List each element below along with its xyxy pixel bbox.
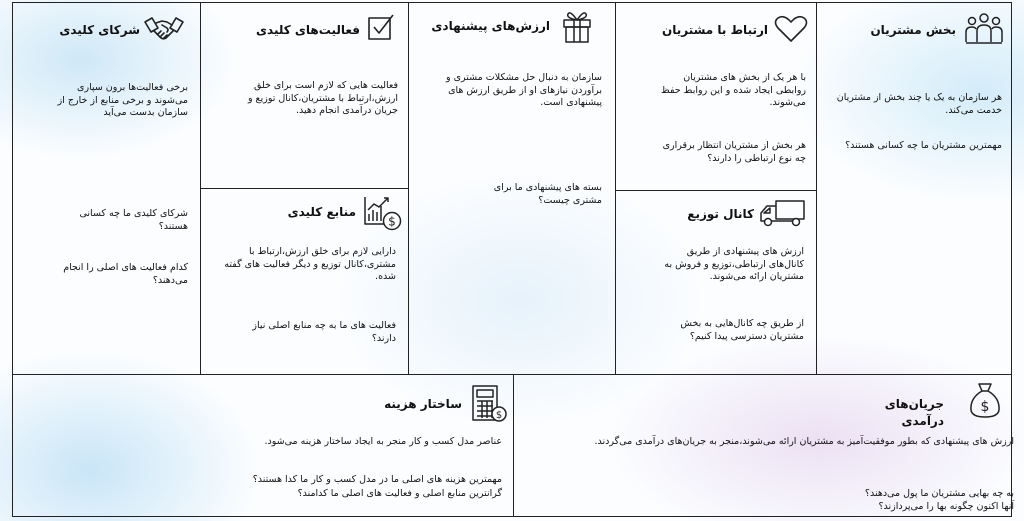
customer-relationships-text-1: با هر یک از بخش های مشتریان روابطی ایجاد شده و این روابط حفظ می‌شوند. (660, 72, 806, 108)
channels-text-1: ارزش های پیشنهادی از طریق کانال‌های ارتباطی،توزیع و فروش به مشتریان ارائه می‌شوند. (664, 246, 804, 282)
svg-text:$: $ (980, 399, 990, 415)
value-propositions-title: ارزش‌های پیشنهادی (431, 19, 550, 33)
people-icon (964, 12, 1004, 46)
customer-relationships-title: ارتباط با مشتریان (661, 23, 768, 37)
cost-structure-text-1: عناصر مدل کسب و کار منجر به ایجاد ساختار هزینه می‌شود. (264, 436, 502, 447)
key-partners-text-1: برخی فعالیت‌ها برون سپاری می‌شوند و برخی منابع از خارج از سازمان بدست می‌آید (57, 82, 188, 118)
cost-structure-text-3: گرانترین منابع اصلی و فعالیت های اصلی ما کدامند؟ (297, 488, 502, 499)
calculator-icon (470, 384, 508, 424)
cost-structure-text-2: مهمترین هزینه های اصلی ما در مدل کسب و کار ما کدا هستند؟ (252, 474, 502, 485)
truck-icon (758, 198, 808, 228)
revenue-streams-text-2: به چه بهایی مشتریان ما پول می‌دهند؟ (864, 488, 1014, 499)
customer-relationships-text-2: هر بخش از مشتریان انتظار برقراری چه نوع ارتباطی را دارند؟ (662, 140, 806, 164)
key-activities-title: فعالیت‌های کلیدی (256, 23, 360, 37)
key-resources-title: منابع کلیدی (287, 205, 356, 219)
key-resources-text-2: فعالیت های ما به چه منابع اصلی نیاز دارند؟ (252, 320, 396, 344)
customer-segments-text-2: مهمترین مشتریان ما چه کسانی هستند؟ (845, 140, 1002, 151)
key-activities-text-1: فعالیت هایی که لازم است برای خلق ارزش،ارتباط با مشتریان،کانال توزیع و جریان درآمدی انجام دهید. (247, 80, 398, 116)
customer-segments-block (816, 2, 1012, 375)
svg-text:$: $ (388, 214, 396, 229)
revenue-streams-text-1: ارزش های پیشنهادی که بطور موفقیت‌آمیز به مشتریان ارائه می‌شوند،منجر به جریان‌های درآمدی می‌گردند. (594, 436, 1014, 447)
channels-title: کانال توزیع (687, 207, 754, 221)
key-partners-text-3: کدام فعالیت های اصلی را انجام می‌دهند؟ (63, 262, 188, 286)
gift-icon (560, 8, 594, 44)
revenue-streams-text-3: آنها اکنون چگونه بها را می‌پردازند؟ (878, 501, 1014, 512)
checkbox-icon (366, 12, 396, 42)
handshake-icon (143, 14, 185, 46)
chart-coin-icon (362, 194, 402, 232)
customer-segments-text-1: هر سازمان به یک یا چند بخش از مشتریان خدمت می‌کند. (836, 92, 1002, 116)
value-propositions-text-2: بسته های پیشنهادی ما برای مشتری چیست؟ (493, 182, 602, 206)
customer-segments-title: بخش مشتریان (870, 23, 956, 37)
cost-structure-title: ساختار هزینه (384, 397, 462, 411)
svg-text:$: $ (495, 410, 503, 421)
revenue-streams-title: جریان‌های درآمدی (884, 397, 944, 428)
key-partners-block (12, 2, 201, 375)
key-partners-title: شرکای کلیدی (59, 23, 140, 37)
money-bag-icon (968, 380, 1002, 420)
key-resources-text-1: دارایی لازم برای خلق ارزش،ارتباط با مشتری،کانال توزیع و دیگر فعالیت های گفته شده. (224, 246, 396, 282)
key-partners-text-2: شرکای کلیدی ما چه کسانی هستند؟ (79, 208, 188, 232)
channels-text-2: از طریق چه کانال‌هایی به بخش مشتریان دسترسی پیدا کنیم؟ (680, 318, 804, 342)
value-propositions-text-1: سازمان به دنبال حل مشکلات مشتری و برآوردن نیازهای او از طریق ارزش های پیشنهادی است. (446, 72, 602, 108)
heart-icon (774, 14, 808, 44)
